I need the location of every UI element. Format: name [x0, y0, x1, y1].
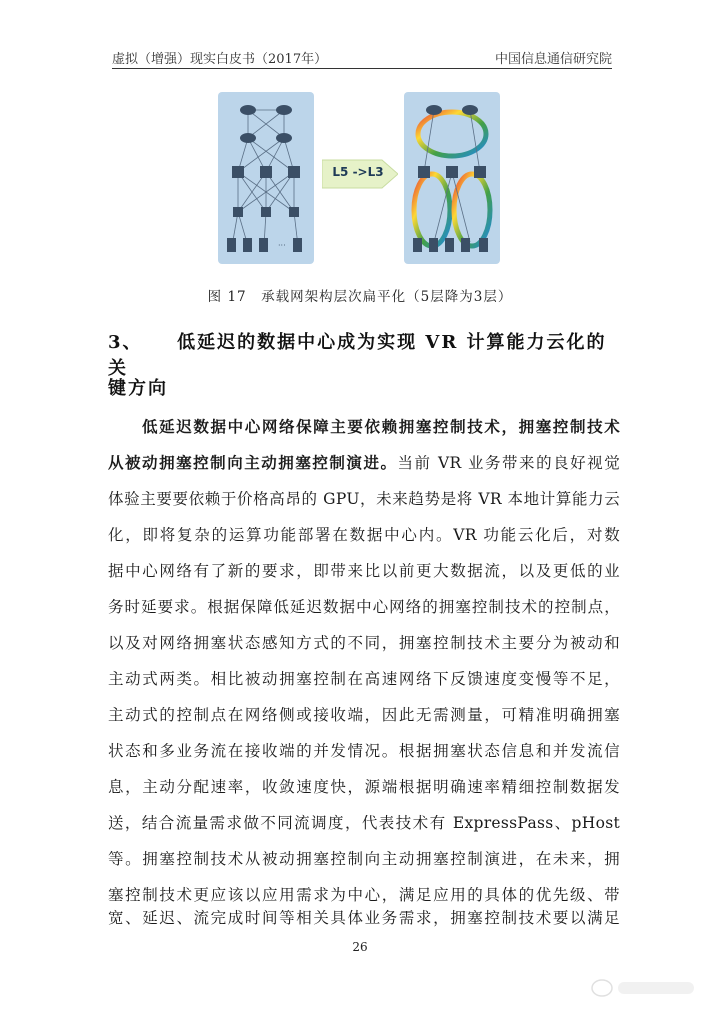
paragraph-line: 化，即将复杂的运算功能部署在数据中心内。VR 功能云化后，对数 — [108, 526, 620, 544]
figure-caption: 图 17 承载网架构层次扁平化（5层降为3层） — [207, 289, 513, 305]
paragraph-line: 塞控制技术更应该以应用需求为中心，满足应用的具体的优先级、带 — [108, 886, 620, 904]
paragraph-line: 体验主要要依赖于价格高昂的 GPU，未来趋势是将 VR 本地计算能力云 — [108, 490, 620, 508]
network-architecture-figure — [218, 92, 500, 272]
three-layer-network-diagram — [404, 92, 500, 264]
watermark-logo — [588, 974, 700, 1002]
section-title-line2: 键方向 — [108, 378, 168, 399]
section-title-line1: 低延迟的数据中心成为实现 VR 计算能力云化的关 — [108, 332, 607, 379]
paragraph-line: 等。拥塞控制技术从被动拥塞控制向主动拥塞控制演进，在未来，拥 — [108, 850, 620, 868]
arrow-label: L5 ->L3 — [332, 165, 384, 179]
paragraph-line: 宽、延迟、流完成时间等相关具体业务需求，拥塞控制技术要以满足 — [108, 909, 620, 927]
paragraph-line-2 — [108, 451, 620, 473]
paragraph-line: 据中心网络有了新的要求，即带来比以前更大数据流，以及更低的业 — [108, 562, 620, 580]
paragraph-line: 主动式的控制点在网络侧或接收端，因此无需测量，可精准明确拥塞 — [108, 706, 620, 724]
header-organization: 中国信息通信研究院 — [494, 52, 612, 67]
svg-text:···: ··· — [278, 241, 286, 250]
arrow-l5-to-l3 — [322, 158, 398, 190]
five-layer-network-diagram — [218, 92, 314, 264]
page-header — [112, 44, 612, 69]
paragraph-line-2-bold: 从被动拥塞控制向主动拥塞控制演进。 — [108, 453, 398, 472]
paragraph-line: 主动式两类。相比被动拥塞控制在高速网络下反馈速度变慢等不足， — [108, 670, 620, 688]
paragraph-line: 以及对网络拥塞状态感知方式的不同，拥塞控制技术主要分为被动和 — [108, 634, 620, 652]
paragraph-line: 务时延要求。根据保障低延迟数据中心网络的拥塞控制技术的控制点， — [108, 598, 620, 616]
paragraph-line: 送，结合流量需求做不同流调度，代表技术有 ExpressPass、pHost — [108, 814, 620, 832]
page-number: 26 — [352, 940, 368, 954]
section-number: 3、 — [108, 332, 143, 353]
paragraph-line: 息，主动分配速率，收敛速度快，源端根据明确速率精细控制数据发 — [108, 778, 620, 796]
paragraph-line-2-rest: 当前 VR 业务带来的良好视觉 — [397, 454, 620, 472]
paragraph-line-1: 低延迟数据中心网络保障主要依赖拥塞控制技术，拥塞控制技术 — [142, 417, 620, 436]
paragraph-line: 状态和多业务流在接收端的并发情况。根据拥塞状态信息和并发流信 — [108, 742, 620, 760]
header-title: 虚拟（增强）现实白皮书（2017年） — [112, 52, 328, 67]
section-heading — [108, 328, 618, 380]
